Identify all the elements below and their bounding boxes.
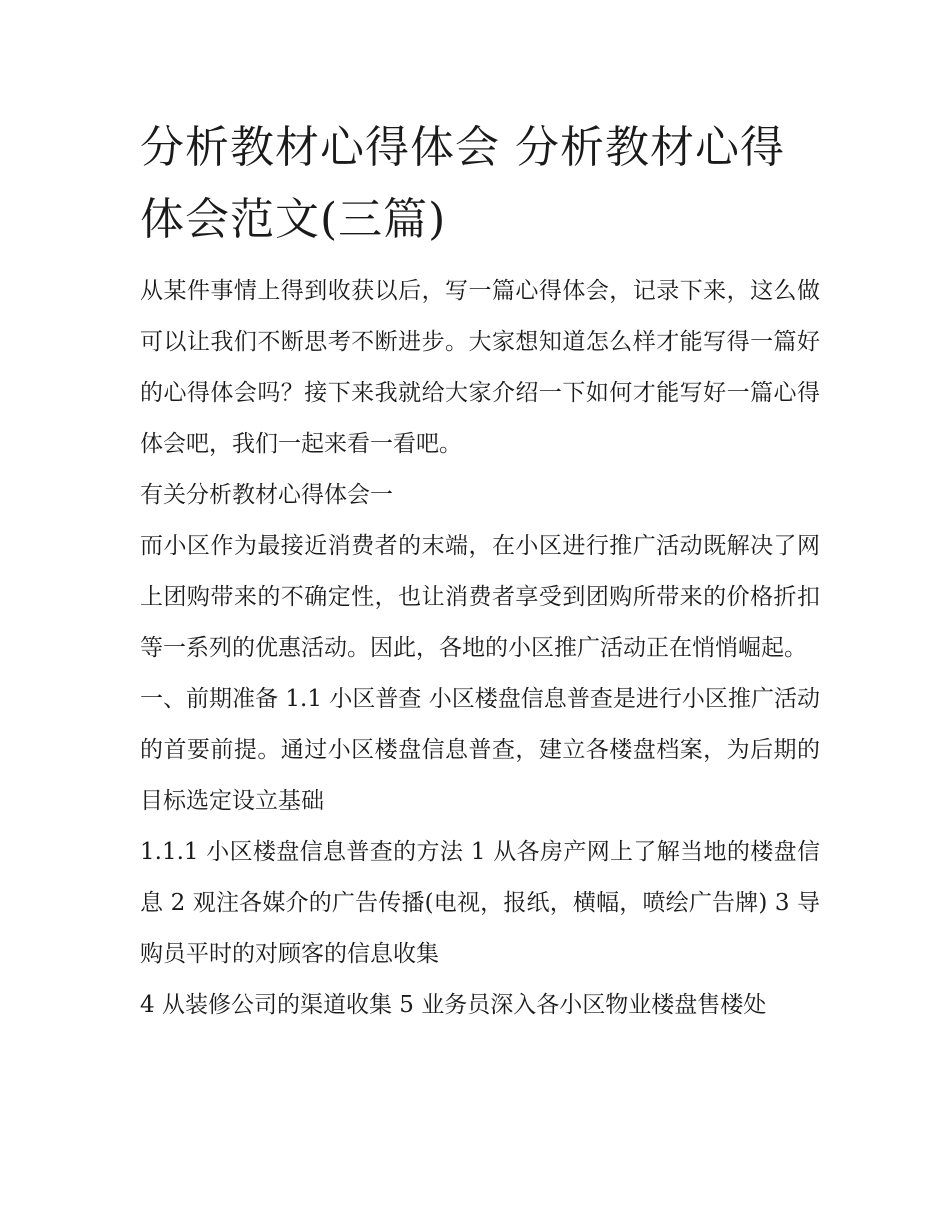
body-paragraph: 4 从装修公司的渠道收集 5 业务员深入各小区物业楼盘售楼处 xyxy=(140,992,767,1018)
body-paragraph: 1.1.1 小区楼盘信息普查的方法 1 从各房产网上了解当地的楼盘信息 2 观注各媒介的广告传播(电视，报纸，横幅，喷绘广告牌) 3 导购员平时的对顾客的信息收集 xyxy=(140,839,820,967)
document-title: 分析教材心得体会 分析教材心得体会范文(三篇) xyxy=(140,122,785,245)
body-paragraph: 而小区作为最接近消费者的末端，在小区进行推广活动既解决了网上团购带来的不确定性，也让消费者享受到团购所带来的价格折扣等一系列的优惠活动。因此，各地的小区推广活动正在悄悄崛起。 xyxy=(140,533,820,661)
intro-paragraph: 从某件事情上得到收获以后，写一篇心得体会，记录下来，这么做可以让我们不断思考不断进步。大家想知道怎么样才能写得一篇好的心得体会吗？接下来我就给大家介绍一下如何才能写好一篇心得体会吧，我们一起来看一看吧。 xyxy=(140,278,820,457)
document-body xyxy=(140,112,820,1031)
body-paragraph: 一、前期准备 1.1 小区普查 小区楼盘信息普查是进行小区推广活动的首要前提。通过小区楼盘信息普查，建立各楼盘档案，为后期的目标选定设立基础 xyxy=(140,686,820,814)
section-heading: 有关分析教材心得体会一 xyxy=(140,482,393,508)
